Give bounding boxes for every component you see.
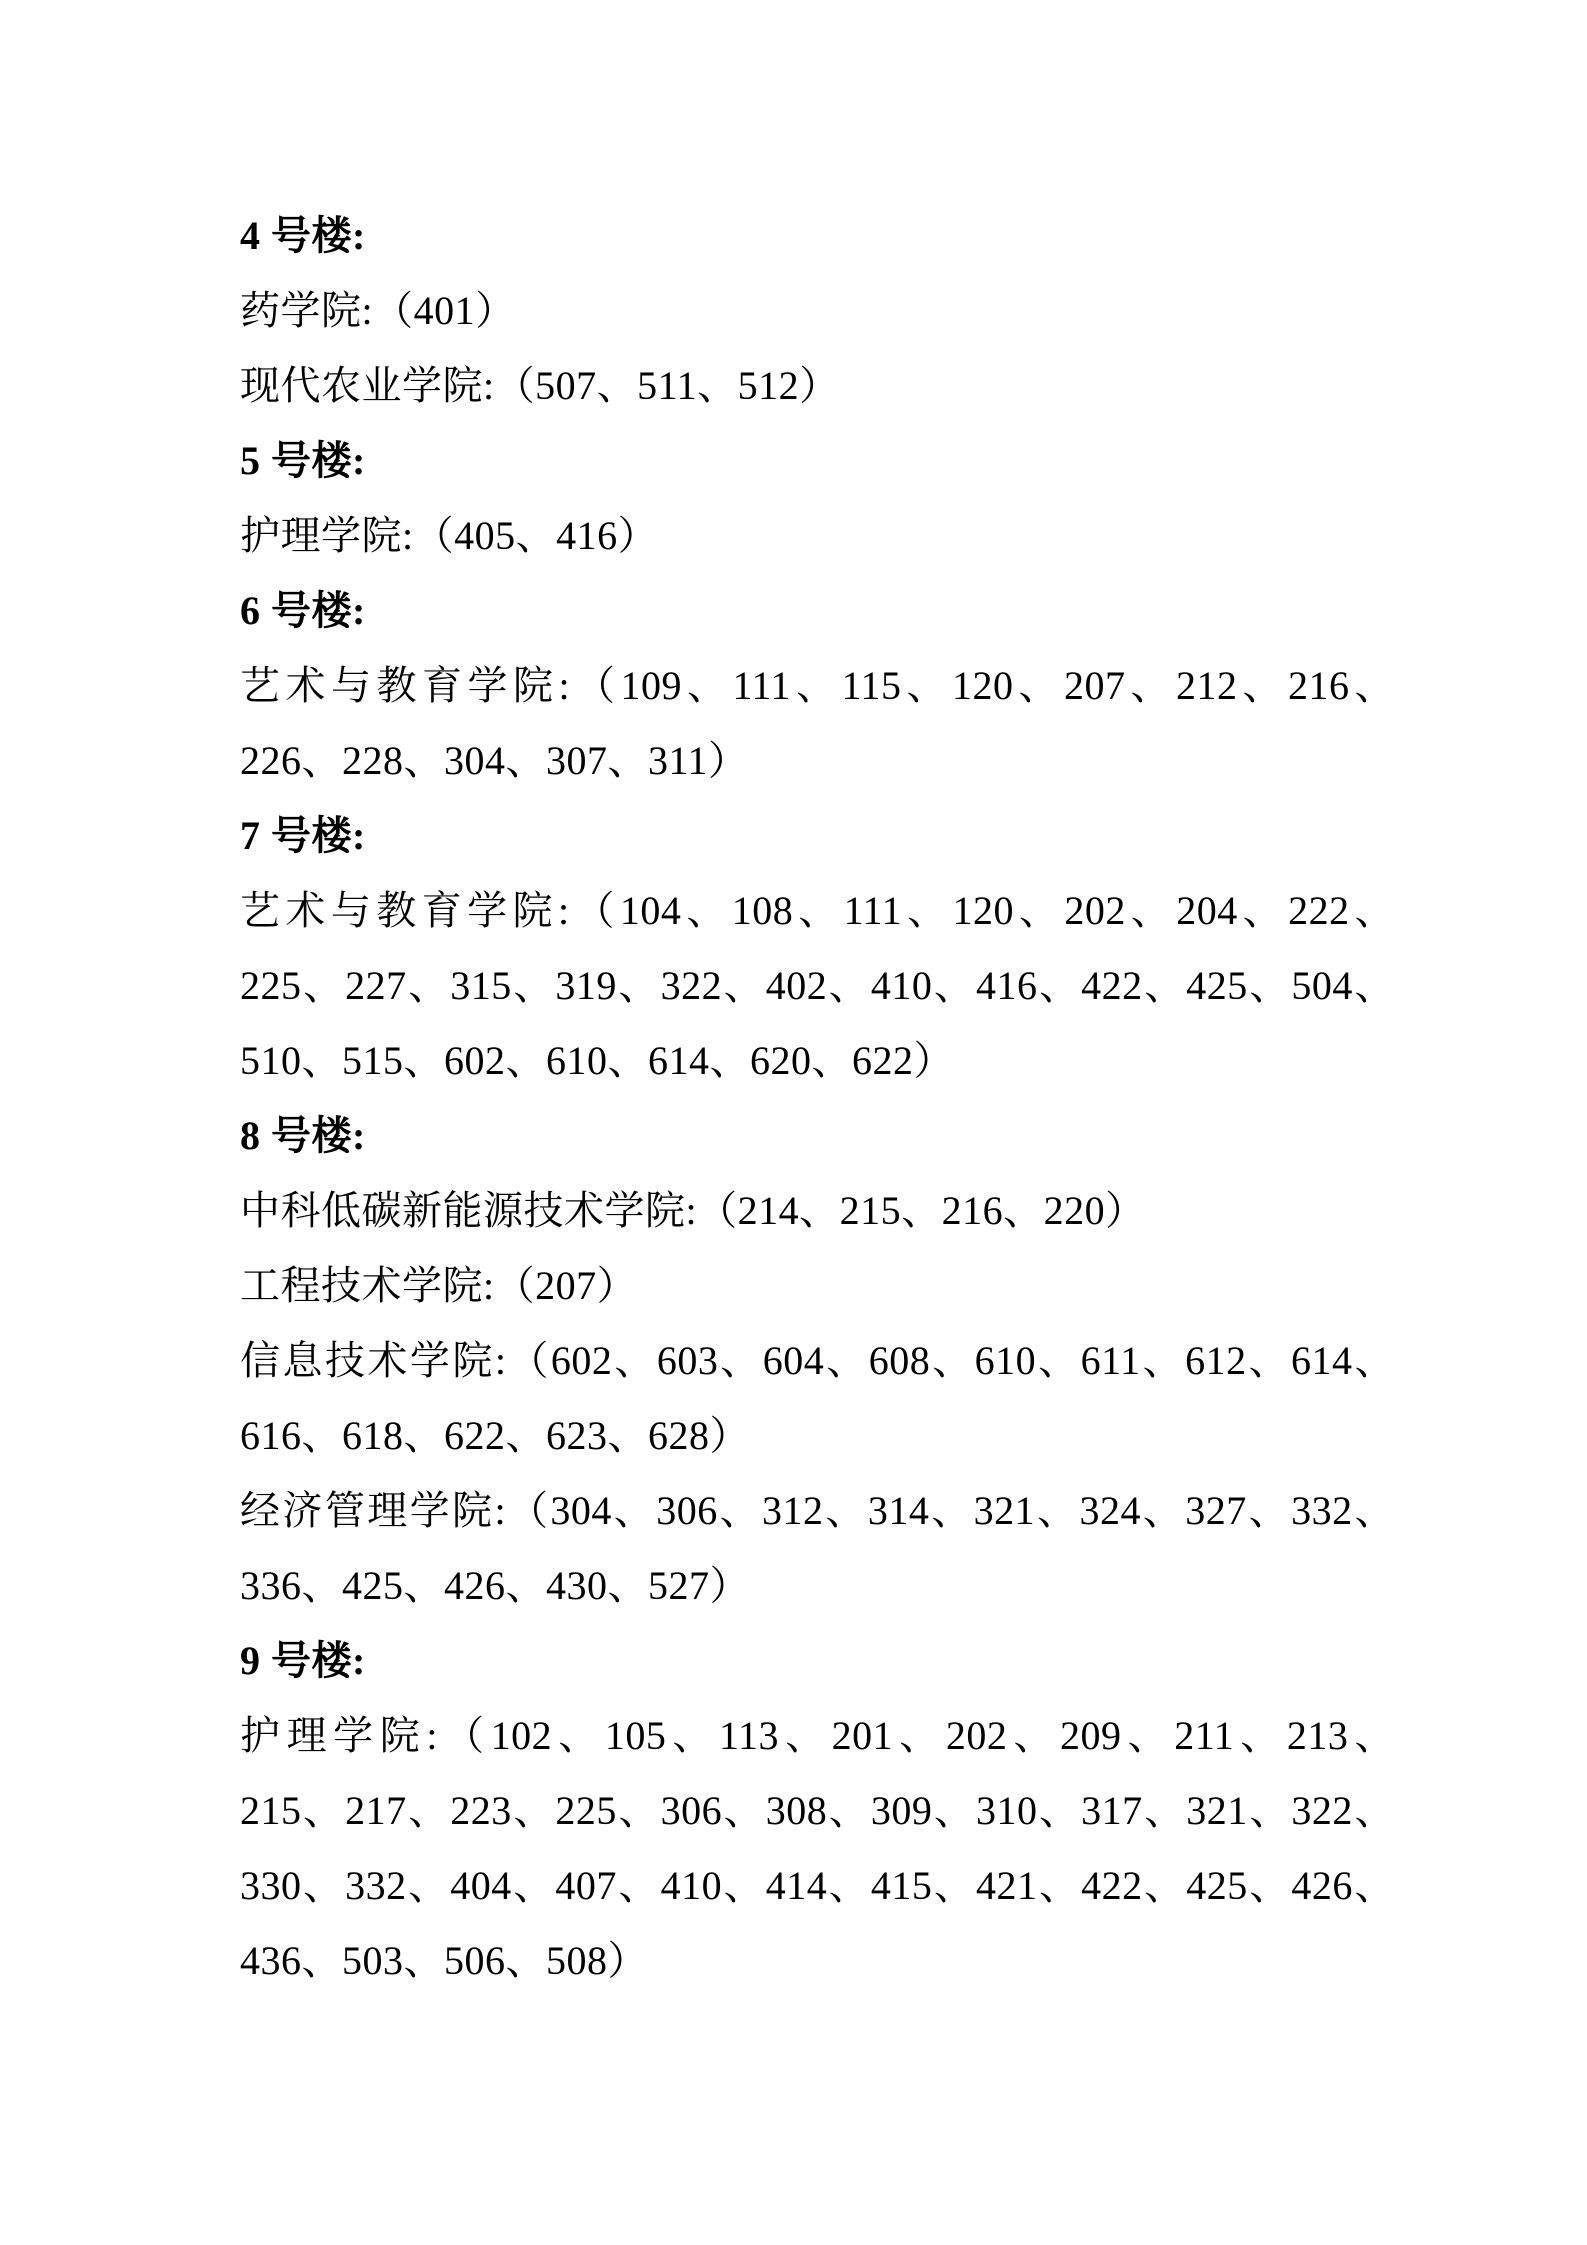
college-room-line: 现代农业学院:（507、511、512） <box>240 363 840 408</box>
college-room-line: 艺术与教育学院:（109、111、115、120、207、212、216、 <box>240 663 1395 708</box>
college-room-line: 护理学院:（102、105、113、201、202、209、211、213、 <box>240 1713 1395 1758</box>
college-room-line: 225、227、315、319、322、402、410、416、422、425、504、 <box>240 963 1395 1008</box>
college-room-line: 信息技术学院:（602、603、604、608、610、611、612、614、 <box>240 1338 1395 1383</box>
building-heading: 8 号楼: <box>240 1113 366 1158</box>
college-room-line: 艺术与教育学院:（104、108、111、120、202、204、222、 <box>240 888 1395 933</box>
college-room-line: 330、332、404、407、410、414、415、421、422、425、426、 <box>240 1863 1395 1908</box>
building-heading: 5 号楼: <box>240 438 366 483</box>
room-assignment-list <box>240 198 1395 1998</box>
college-room-line: 工程技术学院:（207） <box>240 1263 638 1308</box>
building-section-9 <box>240 1623 1395 1998</box>
building-heading: 9 号楼: <box>240 1638 366 1683</box>
building-section-5 <box>240 423 1395 573</box>
college-room-line: 616、618、622、623、628） <box>240 1413 750 1458</box>
building-section-8 <box>240 1098 1395 1623</box>
building-heading: 6 号楼: <box>240 588 366 633</box>
building-section-6 <box>240 573 1395 798</box>
college-room-line: 226、228、304、307、311） <box>240 738 749 783</box>
building-heading: 7 号楼: <box>240 813 366 858</box>
college-room-line: 510、515、602、610、614、620、622） <box>240 1038 954 1083</box>
college-room-line: 336、425、426、430、527） <box>240 1563 750 1608</box>
college-room-line: 215、217、223、225、306、308、309、310、317、321、322、 <box>240 1788 1395 1833</box>
building-heading: 4 号楼: <box>240 213 366 258</box>
college-room-line: 436、503、506、508） <box>240 1938 648 1983</box>
college-room-line: 药学院:（401） <box>240 288 516 333</box>
building-section-7 <box>240 798 1395 1098</box>
college-room-line: 护理学院:（405、416） <box>240 513 659 558</box>
building-section-4 <box>240 198 1395 423</box>
college-room-line: 经济管理学院:（304、306、312、314、321、324、327、332、 <box>240 1488 1395 1533</box>
college-room-line: 中科低碳新能源技术学院:（214、215、216、220） <box>240 1188 1146 1233</box>
